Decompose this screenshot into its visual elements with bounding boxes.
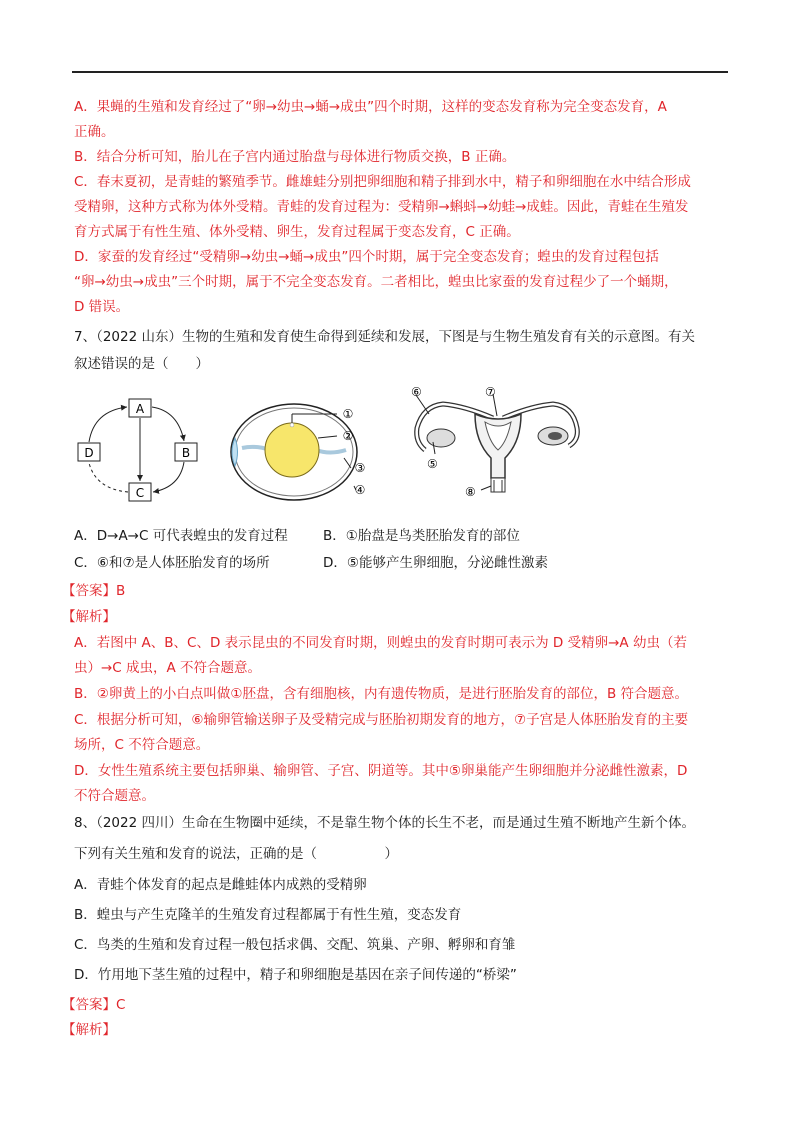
q8-option-c: C．鸟类的生殖和发育过程一般包括求偶、交配、筑巢、产卵、孵卵和育雏 — [74, 937, 516, 953]
q7-analysis-line: 虫）→C 成虫，A 不符合题意。 — [74, 660, 262, 676]
uterus-label-6: ⑥ — [411, 385, 422, 399]
q7-analysis-line: B．②卵黄上的小白点叫做①胚盘，含有细胞核，内有遗传物质，是进行胚胎发育的部位，B 符合题意。 — [74, 686, 689, 702]
stage-c-label: C — [135, 486, 145, 500]
q7-analysis-line: 不符合题意。 — [74, 788, 155, 804]
q7-analysis-title: 【解析】 — [62, 609, 116, 625]
prev-explanation-line: 育方式属于有性生殖、体外受精、卵生，发育过程属于变态发育，C 正确。 — [74, 224, 520, 240]
stage-b-label: B — [181, 446, 191, 460]
q8-stem: 8、（2022 四川）生命在生物圈中延续，不是靠生物个体的长生不老，而是通过生殖不断地产生新个体。 — [74, 815, 695, 831]
egg-label-2: ② — [342, 429, 354, 443]
q8-analysis-title: 【解析】 — [62, 1022, 116, 1038]
q7-option-d: D．⑤能够产生卵细胞，分泌雌性激素 — [323, 555, 548, 571]
egg-label-4: ④ — [354, 483, 366, 497]
life-cycle-diagram — [70, 393, 220, 505]
q7-analysis-line: D．女性生殖系统主要包括卵巢、输卵管、子宫、阴道等。其中⑤卵巢能产生卵细胞并分泌雌性激素，D — [74, 763, 688, 779]
prev-explanation-line: 受精卵，这种方式称为体外受精。青蛙的发育过程为：受精卵→蝌蚪→幼蛙→成蛙。因此，青蛙在生殖发 — [74, 199, 689, 215]
q7-option-b: B．①胎盘是鸟类胚胎发育的部位 — [323, 528, 520, 544]
bird-egg-diagram — [226, 398, 392, 510]
q7-option-a: A．D→A→C 可代表蝗虫的发育过程 — [74, 528, 288, 544]
prev-explanation-line: “卵→幼虫→成虫”三个时期，属于不完全变态发育。二者相比，蝗虫比家蚕的发育过程少了一个蛹期， — [74, 274, 678, 290]
egg-label-3: ③ — [354, 461, 366, 475]
female-reproductive-diagram — [405, 380, 585, 502]
q8-option-a: A．青蛙个体发育的起点是雌蛙体内成熟的受精卵 — [74, 877, 367, 893]
q8-stem: 下列有关生殖和发育的说法，正确的是（ ） — [74, 846, 398, 862]
q7-stem: 7、（2022 山东）生物的生殖和发育使生命得到延续和发展，下图是与生物生殖发育有关的示意图。有关 — [74, 329, 695, 345]
q7-analysis-line: 场所，C 不符合题意。 — [74, 737, 210, 753]
prev-explanation-line: 正确。 — [74, 124, 115, 140]
prev-explanation-line: D 错误。 — [74, 299, 130, 315]
prev-explanation-line: A．果蝇的生殖和发育经过了“卵→幼虫→蛹→成虫”四个时期，这样的变态发育称为完全变态发育，A — [74, 99, 667, 115]
prev-explanation-line: D．家蚕的发育经过“受精卵→幼虫→蛹→成虫”四个时期，属于完全变态发育；蝗虫的发育过程包括 — [74, 249, 659, 265]
q8-answer: 【答案】C — [62, 997, 126, 1013]
uterus-label-8: ⑧ — [465, 485, 476, 499]
egg-label-1: ① — [342, 407, 354, 421]
q8-option-b: B．蝗虫与产生克隆羊的生殖发育过程都属于有性生殖，变态发育 — [74, 907, 462, 923]
q7-analysis-line: C．根据分析可知，⑥输卵管输送卵子及受精完成与胚胎初期发育的地方，⑦子宫是人体胚胎发育的主要 — [74, 712, 689, 728]
q7-stem: 叙述错误的是（ ） — [74, 356, 209, 372]
stage-d-label: D — [84, 446, 94, 460]
q7-analysis-line: A．若图中 A、B、C、D 表示昆虫的不同发育时期，则蝗虫的发育时期可表示为 D 受精卵→A 幼虫（若 — [74, 635, 687, 651]
prev-explanation-line: B．结合分析可知，胎儿在子宫内通过胎盘与母体进行物质交换，B 正确。 — [74, 149, 516, 165]
header-rule — [72, 71, 728, 73]
stage-a-label: A — [135, 402, 145, 416]
q7-option-c: C．⑥和⑦是人体胚胎发育的场所 — [74, 555, 270, 571]
uterus-label-5: ⑤ — [427, 457, 438, 471]
uterus-label-7: ⑦ — [485, 385, 496, 399]
q7-answer: 【答案】B — [62, 583, 126, 599]
q8-option-d: D．竹用地下茎生殖的过程中，精子和卵细胞是基因在亲子间传递的“桥梁” — [74, 967, 517, 983]
prev-explanation-line: C．春末夏初，是青蛙的繁殖季节。雌雄蛙分别把卵细胞和精子排到水中，精子和卵细胞在水中结合形成 — [74, 174, 691, 190]
